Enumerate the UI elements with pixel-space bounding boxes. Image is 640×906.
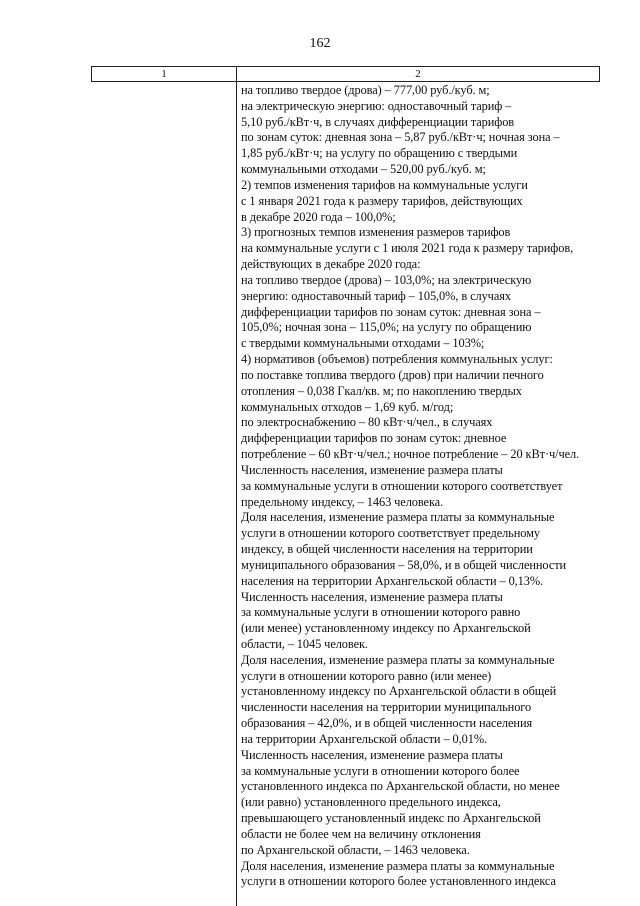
text-line: образования – 42,0%, и в общей численности населения [241, 716, 533, 731]
text-line: Доля населения, изменение размера платы за коммунальные [241, 652, 555, 667]
text-line: 5,10 руб./кВт·ч, в случаях дифференциации тарифов [241, 114, 515, 129]
text-line: услуги в отношении которого более установленного индекса [241, 874, 556, 889]
text-line: Численность населения, изменение размера платы [241, 747, 503, 762]
text-line: 2) темпов изменения тарифов на коммунальные услуги [241, 177, 528, 192]
text-line: коммунальных отходов – 1,69 куб. м/год; [241, 399, 454, 414]
text-line: 4) нормативов (объемов) потребления коммунальных услуг: [241, 352, 553, 367]
text-line: за коммунальные услуги в отношении которого соответствует [241, 478, 563, 493]
text-line: установленного индекса по Архангельской области, но менее [241, 779, 560, 794]
text-line: потребление – 60 кВт·ч/чел.; ночное потребление – 20 кВт·ч/чел. [241, 447, 580, 462]
text-line: на электрическую энергию: одноставочный тариф – [241, 98, 512, 113]
text-line: населения на территории Архангельской области – 0,13%. [241, 573, 544, 588]
text-line: Численность населения, изменение размера платы [241, 589, 503, 604]
text-line: по Архангельской области, – 1463 человека. [241, 842, 470, 857]
text-line: на топливо твердое (дрова) – 103,0%; на электрическую [241, 272, 532, 287]
text-line: по поставке топлива твердого (дров) при наличии печного [241, 367, 544, 382]
text-line: на коммунальные услуги с 1 июля 2021 года к размеру тарифов, [241, 241, 574, 256]
text-line: с 1 января 2021 года к размеру тарифов, действующих [241, 193, 523, 208]
text-line: Доля населения, изменение размера платы за коммунальные [241, 510, 555, 525]
text-line: дифференциации тарифов по зонам суток: дневное [241, 431, 507, 446]
table-header-row [91, 66, 600, 82]
text-line: дифференциации тарифов по зонам суток: дневная зона – [241, 304, 541, 319]
text-line: 105,0%; ночная зона – 115,0%; на услугу по обращению [241, 320, 532, 335]
table-cell-text [241, 83, 599, 890]
column-header-1: 1 [92, 67, 237, 81]
text-line: превышающего установленный индекс по Архангельской [241, 811, 541, 826]
text-line: численности населения на территории муниципального [241, 700, 532, 715]
text-line: на территории Архангельской области – 0,01%. [241, 731, 488, 746]
column-header-2: 2 [415, 68, 421, 80]
text-line: по зонам суток: дневная зона – 5,87 руб./кВт·ч; ночная зона – [241, 130, 560, 145]
text-line: за коммунальные услуги в отношении которого более [241, 763, 520, 778]
text-line: услуги в отношении которого равно (или менее) [241, 668, 492, 683]
text-line: (или равно) установленного предельного индекса, [241, 795, 501, 810]
text-line: индексу, в общей численности населения на территории [241, 542, 533, 557]
text-line: на топливо твердое (дрова) – 777,00 руб./куб. м; [241, 83, 490, 97]
document-table [91, 66, 600, 906]
text-line: Доля населения, изменение размера платы за коммунальные [241, 858, 555, 873]
text-line: области, – 1045 человек. [241, 636, 368, 651]
text-line: в декабре 2020 года – 100,0%; [241, 209, 396, 224]
text-line: Численность населения, изменение размера платы [241, 462, 503, 477]
text-line: с твердыми коммунальными отходами – 103%; [241, 336, 485, 351]
column-divider [236, 81, 237, 906]
text-line: (или менее) установленному индексу по Архангельской [241, 621, 531, 636]
text-line: 1,85 руб./кВт·ч; на услугу по обращению с твердыми [241, 146, 518, 161]
text-line: действующих в декабре 2020 года: [241, 257, 421, 272]
text-line: муниципального образования – 58,0%, и в общей численности [241, 557, 567, 572]
text-line: услуги в отношении которого соответствует предельному [241, 526, 540, 541]
text-line: по электроснабжению – 80 кВт·ч/чел., в случаях [241, 415, 493, 430]
text-line: области не более чем на величину отклонения [241, 826, 481, 841]
text-line: предельному индексу, – 1463 человека. [241, 494, 444, 509]
text-line: 3) прогнозных темпов изменения размеров тарифов [241, 225, 511, 240]
text-line: коммунальными отходами – 520,00 руб./куб. м; [241, 162, 486, 177]
text-line: отопления – 0,038 Гкал/кв. м; по накоплению твердых [241, 383, 522, 398]
page-number: 162 [309, 36, 331, 51]
text-line: установленному индексу по Архангельской области в общей [241, 684, 557, 699]
text-line: энергию: одноставочный тариф – 105,0%, в случаях [241, 288, 511, 303]
text-line: за коммунальные услуги в отношении которого равно [241, 605, 521, 620]
